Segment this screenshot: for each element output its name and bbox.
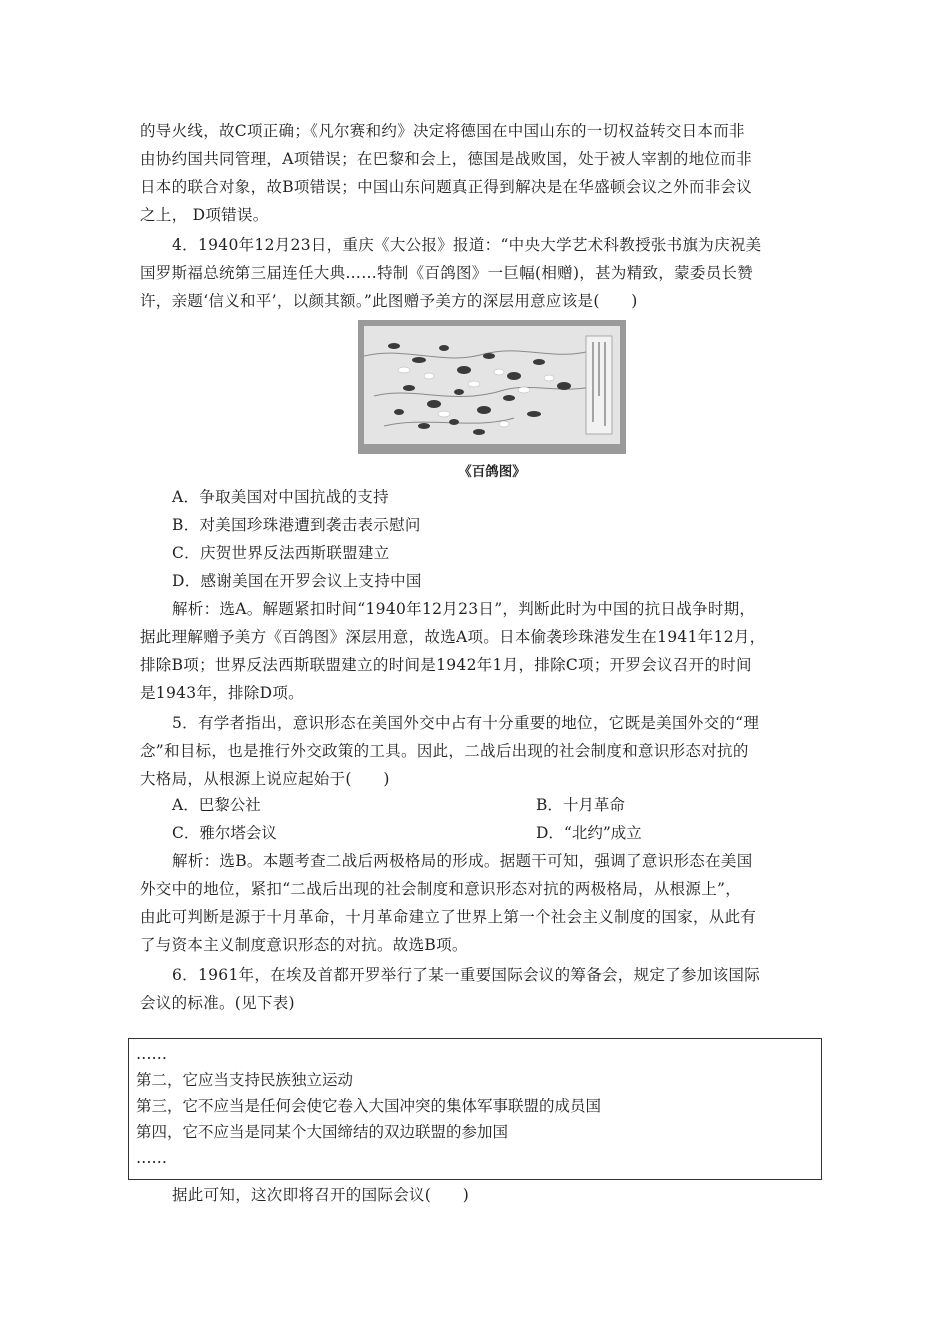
table-line: …… <box>136 1149 167 1167</box>
hundred-doves-painting <box>358 320 626 454</box>
q4-stem-line: 国罗斯福总统第三届连任大典……特制《百鸽图》一巨幅(相赠)，甚为精致，蒙委员长赞 <box>140 264 754 282</box>
q4-analysis-line: 解析：选A。解题紧扣时间“1940年12月23日”，判断此时为中国的抗日战争时期， <box>172 600 756 618</box>
q5-analysis-line: 外交中的地位，紧扣“二战后出现的社会制度和意识形态对抗的两极格局，从根源上”， <box>140 880 742 898</box>
q6-question: 据此可知，这次即将召开的国际会议( ) <box>172 1186 470 1204</box>
text-line: 之上， D项错误。 <box>140 206 269 224</box>
text-line: 的导火线，故C项正确；《凡尔赛和约》决定将德国在中国山东的一切权益转交日本而非 <box>140 122 745 140</box>
q4-option-b: B．对美国珍珠港遭到袭击表示慰问 <box>172 516 421 534</box>
q4-analysis-line: 是1943年，排除D项。 <box>140 684 304 702</box>
q5-analysis-line: 由此可判断是源于十月革命，十月革命建立了世界上第一个社会主义制度的国家，从此有 <box>140 908 757 926</box>
q5-stem-line: 大格局，从根源上说应起始于( ) <box>140 770 390 788</box>
doves-illustration <box>364 326 620 444</box>
q5-option-b: B．十月革命 <box>536 796 625 814</box>
q4-analysis-line: 据此理解赠予美方《百鸽图》深层用意，故选A项。日本偷袭珍珠港发生在1941年12月， <box>140 628 766 646</box>
text-line: 由协约国共同管理，A项错误；在巴黎和会上，德国是战败国，处于被人宰割的地位而非 <box>140 150 752 168</box>
text-line: 日本的联合对象，故B项错误；中国山东问题真正得到解决是在华盛顿会议之外而非会议 <box>140 178 753 196</box>
q6-stem-line: 6．1961年，在埃及首都开罗举行了某一重要国际会议的筹备会，规定了参加该国际 <box>172 966 761 984</box>
q5-analysis-line: 了与资本主义制度意识形态的对抗。故选B项。 <box>140 936 468 954</box>
table-line: 第三，它不应当是任何会使它卷入大国冲突的集体军事联盟的成员国 <box>136 1097 602 1115</box>
q4-option-a: A．争取美国对中国抗战的支持 <box>172 488 389 506</box>
image-caption: 《百鸽图》 <box>458 464 526 480</box>
q5-analysis-line: 解析：选B。本题考查二战后两极格局的形成。据题干可知，强调了意识形态在美国 <box>172 852 753 870</box>
q4-stem-line: 许，亲题‘信义和平’，以颜其额。”此图赠予美方的深层用意应该是( ) <box>140 292 638 310</box>
q5-stem-line: 5．有学者指出，意识形态在美国外交中占有十分重要的地位，它既是美国外交的“理 <box>172 714 760 732</box>
q5-option-d: D．“北约”成立 <box>536 824 642 842</box>
table-line: 第四，它不应当是同某个大国缔结的双边联盟的参加国 <box>136 1123 509 1141</box>
criteria-table <box>128 1038 822 1180</box>
q5-option-c: C．雅尔塔会议 <box>172 824 277 842</box>
q4-option-d: D．感谢美国在开罗会议上支持中国 <box>172 572 422 590</box>
q4-option-c: C．庆贺世界反法西斯联盟建立 <box>172 544 390 562</box>
table-line: …… <box>136 1045 167 1063</box>
q4-stem-line: 4．1940年12月23日，重庆《大公报》报道：“中央大学艺术科教授张书旗为庆祝美 <box>172 236 762 254</box>
q6-stem-line: 会议的标准。(见下表) <box>140 994 295 1012</box>
q5-option-a: A．巴黎公社 <box>172 796 261 814</box>
q5-stem-line: 念”和目标，也是推行外交政策的工具。因此，二战后出现的社会制度和意识形态对抗的 <box>140 742 749 760</box>
q4-analysis-line: 排除B项；世界反法西斯联盟建立的时间是1942年1月，排除C项；开罗会议召开的时间 <box>140 656 752 674</box>
painting-paper <box>364 326 620 444</box>
table-line: 第二，它应当支持民族独立运动 <box>136 1071 354 1089</box>
